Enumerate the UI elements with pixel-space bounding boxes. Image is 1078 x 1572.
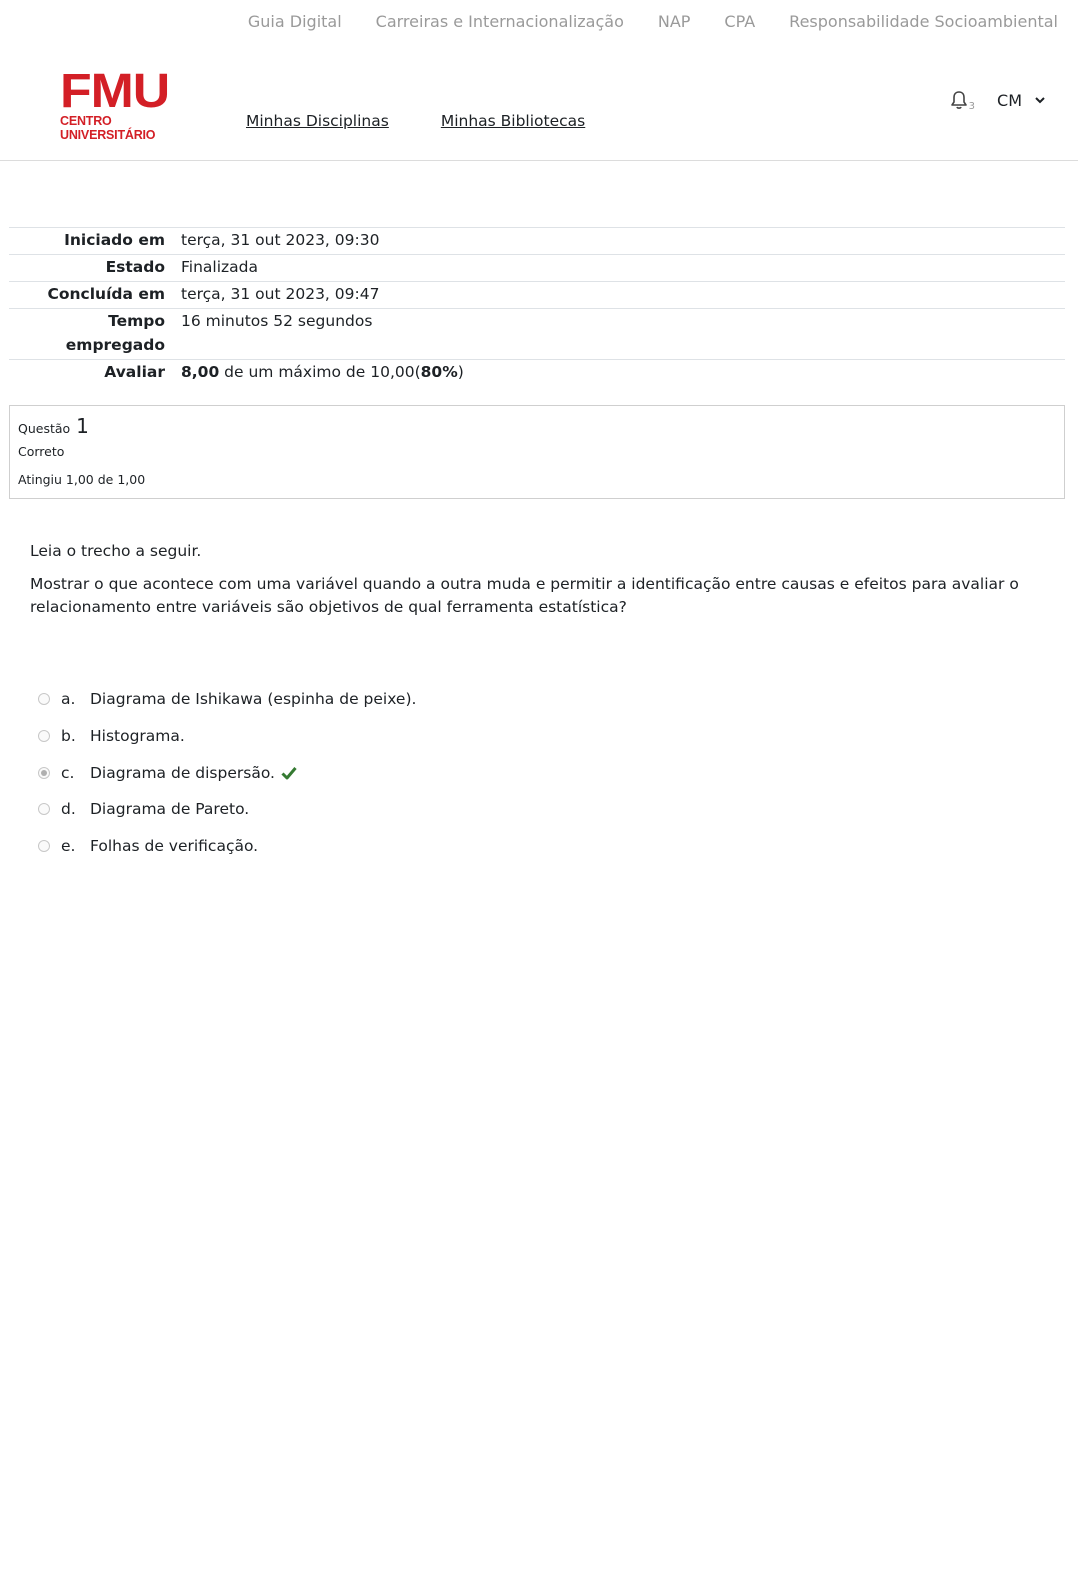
answer-option-a <box>38 681 416 718</box>
user-nav <box>950 90 1046 110</box>
summary-value: 16 minutos 52 segundos <box>177 309 1065 360</box>
summary-row-grade <box>9 360 1065 387</box>
summary-row-started <box>9 228 1065 255</box>
bell-icon <box>950 90 968 110</box>
link-guia-digital[interactable]: Guia Digital <box>247 11 342 31</box>
question-text <box>30 540 1040 629</box>
grade-score: 8,00 <box>181 363 220 381</box>
answer-radio[interactable] <box>38 840 50 852</box>
answer-letter: e. <box>61 837 76 856</box>
question-label: Questão <box>18 421 71 436</box>
answer-text: Diagrama de Ishikawa (espinha de peixe). <box>90 690 417 709</box>
chevron-down-icon <box>1034 96 1046 104</box>
answer-letter: d. <box>61 800 76 819</box>
answer-letter: b. <box>61 727 76 746</box>
question-number: 1 <box>76 414 89 438</box>
user-menu-toggle[interactable] <box>997 91 1046 110</box>
notification-count: 3 <box>968 101 976 112</box>
top-links <box>248 0 1058 42</box>
grade-text: de um máximo de 10,00( <box>219 363 421 381</box>
summary-label: Iniciado em <box>9 228 177 255</box>
answer-options <box>38 681 416 864</box>
summary-value: terça, 31 out 2023, 09:30 <box>177 228 1065 255</box>
user-initials: CM <box>997 90 1022 110</box>
answer-radio[interactable] <box>38 730 50 742</box>
answer-text: Diagrama de dispersão. <box>90 763 275 782</box>
summary-row-time <box>9 309 1065 360</box>
answer-option-d <box>38 791 416 828</box>
question-mark: Atingiu 1,00 de 1,00 <box>18 472 146 487</box>
nav-minhas-disciplinas[interactable]: Minhas Disciplinas <box>246 112 389 130</box>
answer-letter: a. <box>61 690 76 709</box>
question-info <box>9 405 1065 499</box>
correct-check-icon <box>275 764 297 782</box>
answer-option-e <box>38 828 416 865</box>
answer-text: Histograma. <box>90 727 185 746</box>
summary-label <box>9 309 177 360</box>
main-nav <box>246 112 637 130</box>
summary-label: Concluída em <box>9 282 177 309</box>
summary-label: Avaliar <box>9 360 177 387</box>
summary-label-line: Tempo <box>108 312 165 330</box>
answer-letter: c. <box>61 763 75 782</box>
answer-text: Folhas de verificação. <box>90 837 259 856</box>
summary-row-completed <box>9 282 1065 309</box>
notifications-button[interactable] <box>950 90 975 110</box>
link-carreiras[interactable]: Carreiras e Internacionalização <box>375 11 624 31</box>
link-nap[interactable]: NAP <box>657 11 691 31</box>
grade-text-end: ) <box>457 363 464 381</box>
attempt-summary <box>9 227 1065 386</box>
answer-radio[interactable] <box>38 803 50 815</box>
question-prompt: Mostrar o que acontece com uma variável quando a outra muda e permitir a identificação entre causas e efeitos para avaliar o relacionamento entre variáveis são objetivos de qual ferramenta estatística? <box>30 575 1019 616</box>
answer-text: Diagrama de Pareto. <box>90 800 250 819</box>
logo-subtitle: CENTRO UNIVERSITÁRIO <box>60 114 156 142</box>
answer-radio[interactable] <box>38 693 50 705</box>
question-intro: Leia o trecho a seguir. <box>30 542 202 560</box>
logo-text: FMU <box>60 65 170 118</box>
grade-percent: 80% <box>420 363 458 381</box>
summary-label: Estado <box>9 255 177 282</box>
summary-value: Finalizada <box>177 255 1065 282</box>
answer-radio-selected[interactable] <box>38 767 50 779</box>
summary-value: terça, 31 out 2023, 09:47 <box>177 282 1065 309</box>
summary-value <box>177 360 1065 387</box>
answer-option-c <box>38 754 416 791</box>
answer-option-b <box>38 718 416 755</box>
summary-label-line: empregado <box>65 336 165 354</box>
summary-row-state <box>9 255 1065 282</box>
fmu-logo[interactable] <box>60 65 200 142</box>
link-responsabilidade[interactable]: Responsabilidade Socioambiental <box>789 11 1058 31</box>
site-header <box>0 42 1078 161</box>
question-title <box>18 414 89 438</box>
nav-minhas-bibliotecas[interactable]: Minhas Bibliotecas <box>440 112 586 130</box>
link-cpa[interactable]: CPA <box>724 11 756 31</box>
question-state: Correto <box>18 444 65 459</box>
